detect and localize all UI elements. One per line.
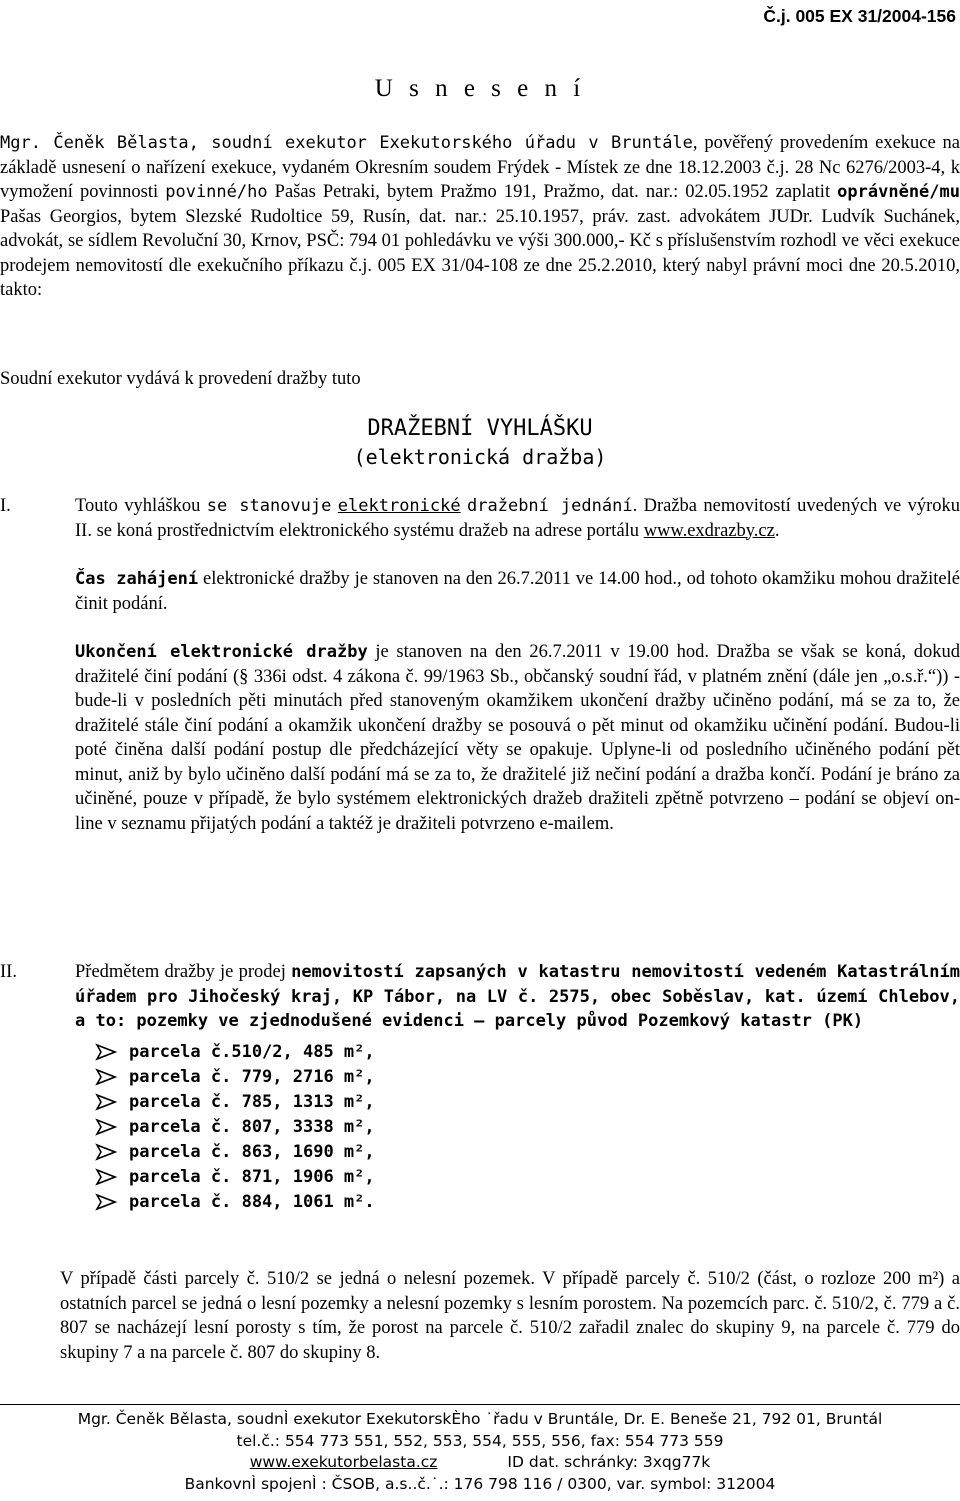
heading-line-2: (elektronická dražba) — [353, 445, 607, 469]
footer-web-line — [0, 1452, 960, 1474]
arrow-bullet-icon — [95, 1193, 117, 1211]
section-one — [0, 494, 960, 836]
arrow-bullet-icon — [95, 1143, 117, 1161]
arrow-bullet-icon — [95, 1093, 117, 1111]
text: . Dražba nemovitostí uvedených ve výroku II. se koná prostřednictvím elektronického systému dražeb na adrese portálu — [75, 496, 960, 541]
parcel-text: parcela č. 785, 1313 m², — [129, 1091, 375, 1112]
issuer-name: Mgr. Čeněk Bělasta, soudní exekutor Exekutorského úřadu v Bruntále — [0, 133, 693, 153]
list-item — [95, 1090, 960, 1115]
text-emphasis: dražební jednání — [467, 496, 633, 516]
text: Dražba se však se koná, dokud dražitelé činí podání (§ 336i odst. 4 zákona č. 99/1963 Sb. — [75, 642, 960, 687]
text: elektronické dražby je stanoven na den 26.7.2011 ve 14.00 hod. — [198, 569, 678, 589]
end-time-label: Ukončení elektronické dražby — [75, 642, 368, 662]
section-two-number: II. — [0, 962, 17, 982]
section-one-para-2 — [75, 567, 960, 616]
footer-website-link[interactable]: www.exekutorbelasta.cz — [249, 1453, 438, 1471]
parcel-text: parcela č. 871, 1906 m², — [129, 1166, 375, 1187]
start-time-label: Čas zahájení — [75, 569, 199, 589]
arrow-bullet-icon — [95, 1068, 117, 1086]
intro-text-2: Pašas Petraki, bytem Pražmo 191, Pražmo, dat. nar.: 02.05.1952 zaplatit — [267, 182, 838, 202]
text: . — [774, 520, 780, 541]
heading-line-1: DRAŽEBNÍ VYHLÁŠKU — [367, 416, 593, 441]
document-title: U s n e s e n í — [374, 75, 586, 102]
parcel-text: parcela č. 863, 1690 m², — [129, 1141, 375, 1162]
section-one-para-1 — [75, 494, 960, 543]
parcel-text: parcela č. 779, 2716 m², — [129, 1066, 375, 1087]
text: , od tohoto okamžiku mohou dražitelé činit podání. — [75, 569, 960, 614]
section-two-intro — [75, 960, 960, 1034]
intro-text-3: Pašas Georgios, bytem Slezské Rudoltice 59, Rusín, dat. nar.: 25.10.1957, práv. zast. advokátem JUDr. Ludvík Suchánek, advokát, se sídlem Revoluční 30, Krnov, PSČ: 794 01 pohledávku ve výši 300.000,- Kč s příslušenstvím rozhodl ve věci exekuce prodejem nemovitostí dle exekučního příkazu č.j. 005 EX 31/04-108 ze dne 25.2.2010, který nabyl právní moci dne 20.5.2010, takto: — [0, 206, 960, 300]
intro-text-1: , pověřený provedením exekuce na základě usnesení o nařízení exekuce, vydaném Okresním soudem Frýdek - Místek ze dne 18.12.2003 č.j. 28 Nc 6276/2003-4, k vymožení povinnosti — [0, 133, 960, 202]
announcement-heading — [0, 415, 960, 471]
list-item — [95, 1190, 960, 1215]
footer-address: Mgr. Čeněk Bělasta, soudnÌ exekutor ExekutorskÈho ˙řadu v Bruntále, Dr. E. Beneše 21, 792 01, Bruntál — [77, 1410, 883, 1428]
footer — [0, 1409, 960, 1495]
list-item — [95, 1165, 960, 1190]
property-description: nemovitostí zapsaných v katastru nemovitostí vedeném Katastrálním úřadem pro Jihočeský kraj, KP Tábor, na LV č. 2575, obec Soběslav, kat. území Chlebov, a to: pozemky ve zjednodušené evidenci – parcely původ Pozemkový katastr (PK) — [75, 962, 960, 1031]
parcel-list — [75, 1040, 960, 1215]
section-one-number: I. — [0, 496, 11, 516]
footer-databox: ID dat. schránky: 3xqg77k — [507, 1453, 711, 1471]
intro-paragraph — [0, 131, 960, 303]
parcel-text: parcela č.510/2, 485 m², — [129, 1041, 375, 1062]
section-two — [0, 960, 960, 1215]
parcel-text: parcela č. 807, 3338 m², — [129, 1116, 375, 1137]
list-item — [95, 1065, 960, 1090]
list-item — [95, 1115, 960, 1140]
list-item — [95, 1040, 960, 1065]
arrow-bullet-icon — [95, 1043, 117, 1061]
portal-link[interactable]: www.exdrazby.cz — [643, 520, 775, 541]
lead-sentence: Soudní exekutor vydává k provedení dražby tuto — [0, 369, 361, 389]
footer-divider — [0, 1404, 960, 1405]
obligated-label: povinné/ho — [165, 182, 268, 202]
entitled-label: oprávněné/mu — [837, 182, 960, 202]
case-reference: Č.j. 005 EX 31/2004-156 — [763, 6, 956, 26]
text: , občanský soudní řád, v platném znění (dále jen „o.s.ř.“)) - bude-li v posledních pěti minutách před stanoveným okamžikem ukončení dražby učiněno podání, má se za to, že dražitelé stále činí podání a okamžik ukončení dražby se posouvá o pět minut od okamžiku učinění podání. Budou-li poté činěna další podání postup dle předcházející věty se opakuje. Uplyne-li od posledního učiněného podání pět minut, aniž by bylo učiněno další podání má se za to, že dražitelé již nečiní podání a dražba končí. Podání je bráno za učiněné, pouze v případě, že bylo systémem elektronických dražeb dražiteli zpětně potvrzeno – podání se objeví on-line v seznamu přijatých podání a taktéž je dražiteli potvrzeno e-mailem. — [75, 666, 960, 834]
parcel-text: parcela č. 884, 1061 m². — [129, 1191, 375, 1212]
text: Touto vyhláškou — [75, 496, 207, 516]
arrow-bullet-icon — [95, 1118, 117, 1136]
text: Předmětem dražby je prodej — [75, 962, 292, 982]
list-item — [95, 1140, 960, 1165]
parcel-note: V případě části parcely č. 510/2 se jedná o nelesní pozemek. V případě parcely č. 510/2 (část, o rozloze 200 m²) a ostatních parcel se jedná o lesní pozemky a nelesní pozemky s lesním porostem. Na pozemcích parc. č. 510/2, č. 779 a č. 807 se nacházejí lesní porosty s tím, že porost na parcele č. 510/2 zařadil znalec do skupiny 9, na parcele č. 779 do skupiny 7 a na parcele č. 807 do skupiny 8. — [60, 1269, 960, 1363]
text: je stanoven na den 26.7.2011 v 19.00 hod. — [367, 642, 709, 662]
text-emphasis-underlined: elektronické — [337, 496, 461, 516]
text-emphasis: se stanovuje — [206, 496, 332, 516]
section-one-para-3 — [75, 640, 960, 836]
footer-bank: BankovnÌ spojenÌ : ČSOB, a.s..č.˙.: 176 798 116 / 0300, var. symbol: 312004 — [184, 1474, 776, 1493]
arrow-bullet-icon — [95, 1168, 117, 1186]
footer-phone: tel.č.: 554 773 551, 552, 553, 554, 555, 556, fax: 554 773 559 — [236, 1431, 724, 1450]
